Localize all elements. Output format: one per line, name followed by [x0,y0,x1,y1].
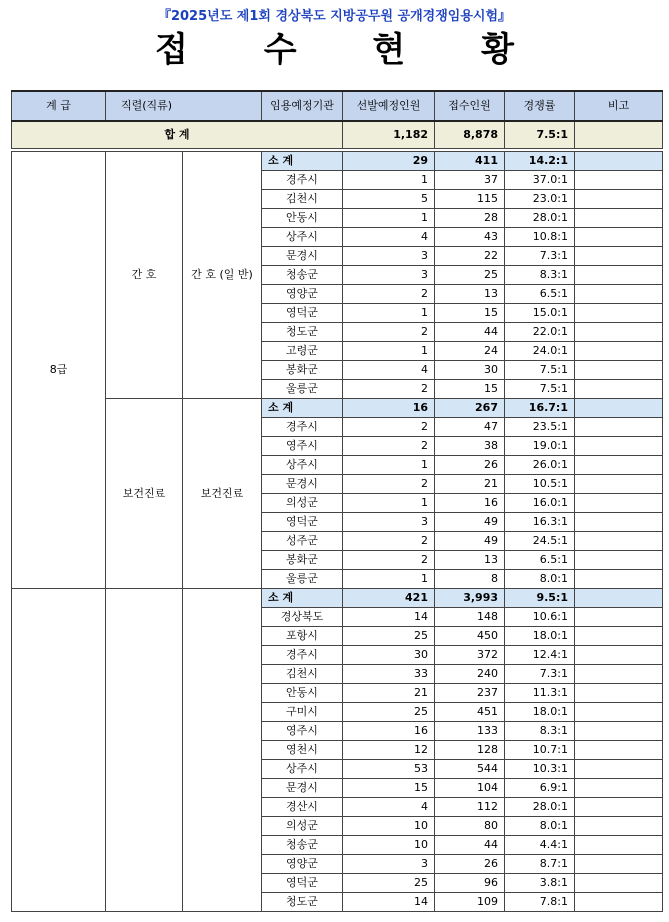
ratio-cell: 14.2:1 [505,152,575,171]
header-note: 비고 [575,91,663,121]
note-cell [575,494,663,513]
selected-cell: 14 [343,893,435,912]
applicants-cell: 80 [435,817,505,836]
org-cell: 경산시 [262,798,343,817]
applicants-cell: 28 [435,209,505,228]
note-cell [575,323,663,342]
note-cell [575,361,663,380]
ratio-cell: 7.3:1 [505,665,575,684]
selected-cell: 5 [343,190,435,209]
note-cell [575,399,663,418]
ratio-cell: 24.5:1 [505,532,575,551]
note-cell [575,152,663,171]
note-cell [575,437,663,456]
note-cell [575,228,663,247]
note-cell [575,209,663,228]
ratio-cell: 16.7:1 [505,399,575,418]
note-cell [575,190,663,209]
applicants-cell: 104 [435,779,505,798]
applicants-cell: 267 [435,399,505,418]
job-cell: 보건진료 [183,399,262,589]
note-cell [575,475,663,494]
applicants-cell: 38 [435,437,505,456]
org-cell: 경주시 [262,418,343,437]
ratio-cell: 24.0:1 [505,342,575,361]
note-cell [575,722,663,741]
ratio-cell: 10.5:1 [505,475,575,494]
org-cell: 김천시 [262,665,343,684]
ratio-cell: 28.0:1 [505,209,575,228]
applicants-cell: 26 [435,456,505,475]
org-cell: 경주시 [262,171,343,190]
note-cell [575,418,663,437]
note-cell [575,247,663,266]
selected-cell: 3 [343,266,435,285]
org-cell: 김천시 [262,190,343,209]
selected-cell: 16 [343,722,435,741]
applicants-cell: 16 [435,494,505,513]
subtotal-row [12,152,663,171]
org-cell: 고령군 [262,342,343,361]
ratio-cell: 7.8:1 [505,893,575,912]
header-ratio: 경쟁률 [505,91,575,121]
selected-cell: 2 [343,418,435,437]
applicants-cell: 450 [435,627,505,646]
ratio-cell: 18.0:1 [505,703,575,722]
org-cell: 포항시 [262,627,343,646]
note-cell [575,551,663,570]
org-cell: 안동시 [262,684,343,703]
note-cell [575,513,663,532]
org-cell: 영덕군 [262,513,343,532]
org-cell: 의성군 [262,817,343,836]
org-cell: 봉화군 [262,361,343,380]
header-selected: 선발예정인원 [343,91,435,121]
page-title: 접 수 현 황 [155,30,546,70]
selected-cell: 29 [343,152,435,171]
subtotal-row [12,399,663,418]
applicants-cell: 47 [435,418,505,437]
org-cell: 경주시 [262,646,343,665]
applicants-cell: 37 [435,171,505,190]
ratio-cell: 12.4:1 [505,646,575,665]
note-cell [575,532,663,551]
note-cell [575,779,663,798]
applicants-cell: 49 [435,532,505,551]
grand-total-selected: 1,182 [343,121,435,149]
level-cell [12,589,106,912]
note-cell [575,798,663,817]
applicants-cell: 15 [435,380,505,399]
ratio-cell: 3.8:1 [505,874,575,893]
note-cell [575,171,663,190]
applicants-cell: 109 [435,893,505,912]
org-cell: 울릉군 [262,570,343,589]
header-applicants: 접수인원 [435,91,505,121]
selected-cell: 1 [343,570,435,589]
selected-cell: 2 [343,285,435,304]
series-cell: 간 호 [106,152,183,399]
selected-cell: 4 [343,798,435,817]
org-cell: 영덕군 [262,874,343,893]
selected-cell: 2 [343,551,435,570]
ratio-cell: 37.0:1 [505,171,575,190]
org-cell: 상주시 [262,228,343,247]
selected-cell: 1 [343,342,435,361]
selected-cell: 4 [343,228,435,247]
note-cell [575,342,663,361]
note-cell [575,741,663,760]
ratio-cell: 7.5:1 [505,380,575,399]
selected-cell: 4 [343,361,435,380]
ratio-cell: 19.0:1 [505,437,575,456]
note-cell [575,285,663,304]
note-cell [575,665,663,684]
selected-cell: 25 [343,627,435,646]
selected-cell: 1 [343,304,435,323]
header-series: 직렬(직류) [106,91,262,121]
org-cell: 청송군 [262,266,343,285]
selected-cell: 15 [343,779,435,798]
org-cell: 영양군 [262,285,343,304]
applicants-cell: 25 [435,266,505,285]
series-cell [106,589,183,912]
ratio-cell: 16.0:1 [505,494,575,513]
org-cell: 청도군 [262,323,343,342]
ratio-cell: 15.0:1 [505,304,575,323]
note-cell [575,893,663,912]
ratio-cell: 7.5:1 [505,361,575,380]
selected-cell: 14 [343,608,435,627]
applicants-cell: 128 [435,741,505,760]
org-cell: 영주시 [262,437,343,456]
selected-cell: 2 [343,323,435,342]
selected-cell: 25 [343,703,435,722]
selected-cell: 21 [343,684,435,703]
selected-cell: 3 [343,513,435,532]
applicants-cell: 411 [435,152,505,171]
selected-cell: 1 [343,494,435,513]
ratio-cell: 8.3:1 [505,266,575,285]
org-cell: 봉화군 [262,551,343,570]
org-cell: 문경시 [262,779,343,798]
org-cell: 구미시 [262,703,343,722]
applicants-cell: 13 [435,285,505,304]
ratio-cell: 8.0:1 [505,570,575,589]
ratio-cell: 18.0:1 [505,627,575,646]
applicants-cell: 44 [435,836,505,855]
note-cell [575,646,663,665]
org-cell: 청송군 [262,836,343,855]
job-cell: 간 호 (일 반) [183,152,262,399]
note-cell [575,684,663,703]
grand-total-row [12,121,663,149]
selected-cell: 3 [343,247,435,266]
ratio-cell: 10.3:1 [505,760,575,779]
ratio-cell: 10.6:1 [505,608,575,627]
applicants-cell: 96 [435,874,505,893]
application-status-table [11,90,663,912]
note-cell [575,760,663,779]
ratio-cell: 26.0:1 [505,456,575,475]
series-cell: 보건진료 [106,399,183,589]
selected-cell: 1 [343,456,435,475]
applicants-cell: 451 [435,703,505,722]
level-cell: 8급 [12,152,106,589]
note-cell [575,836,663,855]
ratio-cell: 7.3:1 [505,247,575,266]
note-cell [575,874,663,893]
org-cell: 상주시 [262,760,343,779]
org-cell: 상주시 [262,456,343,475]
applicants-cell: 26 [435,855,505,874]
ratio-cell: 8.7:1 [505,855,575,874]
ratio-cell: 9.5:1 [505,589,575,608]
ratio-cell: 6.5:1 [505,551,575,570]
applicants-cell: 240 [435,665,505,684]
ratio-cell: 16.3:1 [505,513,575,532]
applicants-cell: 133 [435,722,505,741]
selected-cell: 53 [343,760,435,779]
selected-cell: 2 [343,532,435,551]
selected-cell: 1 [343,171,435,190]
note-cell [575,570,663,589]
org-cell: 소 계 [262,399,343,418]
org-cell: 영덕군 [262,304,343,323]
org-cell: 안동시 [262,209,343,228]
selected-cell: 25 [343,874,435,893]
selected-cell: 1 [343,209,435,228]
ratio-cell: 8.3:1 [505,722,575,741]
selected-cell: 30 [343,646,435,665]
table-header-row [12,91,663,121]
org-cell: 문경시 [262,247,343,266]
selected-cell: 33 [343,665,435,684]
ratio-cell: 8.0:1 [505,817,575,836]
applicants-cell: 43 [435,228,505,247]
applicants-cell: 237 [435,684,505,703]
selected-cell: 10 [343,817,435,836]
note-cell [575,855,663,874]
ratio-cell: 6.9:1 [505,779,575,798]
ratio-cell: 22.0:1 [505,323,575,342]
selected-cell: 3 [343,855,435,874]
ratio-cell: 6.5:1 [505,285,575,304]
note-cell [575,589,663,608]
org-cell: 영양군 [262,855,343,874]
grand-total-note [575,121,663,149]
applicants-cell: 372 [435,646,505,665]
ratio-cell: 23.5:1 [505,418,575,437]
selected-cell: 421 [343,589,435,608]
org-cell: 청도군 [262,893,343,912]
grand-total-applicants: 8,878 [435,121,505,149]
ratio-cell: 4.4:1 [505,836,575,855]
org-cell: 의성군 [262,494,343,513]
note-cell [575,703,663,722]
note-cell [575,608,663,627]
note-cell [575,304,663,323]
org-cell: 영주시 [262,722,343,741]
exam-subtitle: 『2025년도 제1회 경상북도 지방공무원 공개경쟁임용시험』 [157,9,512,24]
applicants-cell: 544 [435,760,505,779]
job-cell [183,589,262,912]
note-cell [575,817,663,836]
header-org: 임용예정기관 [262,91,343,121]
subtotal-row [12,589,663,608]
applicants-cell: 30 [435,361,505,380]
selected-cell: 2 [343,475,435,494]
grand-total-ratio: 7.5:1 [505,121,575,149]
applicants-cell: 3,993 [435,589,505,608]
applicants-cell: 44 [435,323,505,342]
applicants-cell: 13 [435,551,505,570]
applicants-cell: 148 [435,608,505,627]
org-cell: 경상북도 [262,608,343,627]
applicants-cell: 115 [435,190,505,209]
ratio-cell: 23.0:1 [505,190,575,209]
org-cell: 울릉군 [262,380,343,399]
ratio-cell: 28.0:1 [505,798,575,817]
org-cell: 문경시 [262,475,343,494]
applicants-cell: 15 [435,304,505,323]
applicants-cell: 8 [435,570,505,589]
note-cell [575,380,663,399]
selected-cell: 2 [343,380,435,399]
ratio-cell: 10.8:1 [505,228,575,247]
applicants-cell: 49 [435,513,505,532]
note-cell [575,456,663,475]
ratio-cell: 10.7:1 [505,741,575,760]
org-cell: 소 계 [262,589,343,608]
applicants-cell: 24 [435,342,505,361]
applicants-cell: 21 [435,475,505,494]
grand-total-label: 합 계 [12,121,343,149]
ratio-cell: 11.3:1 [505,684,575,703]
selected-cell: 10 [343,836,435,855]
org-cell: 영천시 [262,741,343,760]
applicants-cell: 112 [435,798,505,817]
org-cell: 성주군 [262,532,343,551]
selected-cell: 16 [343,399,435,418]
applicants-cell: 22 [435,247,505,266]
note-cell [575,627,663,646]
selected-cell: 12 [343,741,435,760]
selected-cell: 2 [343,437,435,456]
note-cell [575,266,663,285]
header-level: 계 급 [12,91,106,121]
org-cell: 소 계 [262,152,343,171]
